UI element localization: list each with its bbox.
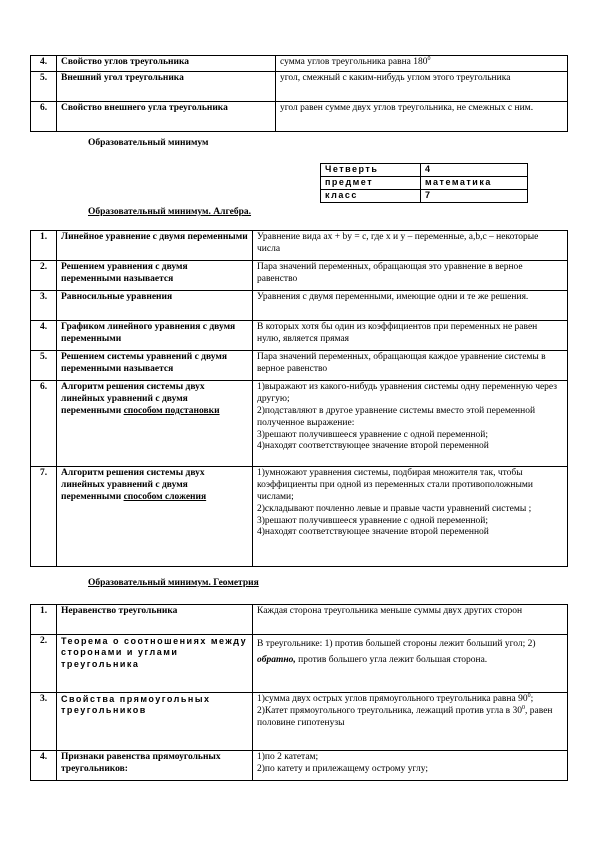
algebra-table [30,230,568,567]
criterion-item: 2)по катету и прилежащему острому углу; [257,763,428,774]
term-cell: Алгоритм решения системы двух линейных уравнений с двумя переменными способом сложения [57,467,253,567]
table-row [31,102,568,132]
info-value: 4 [421,164,528,177]
table-row [31,467,568,567]
term-cell: Признаки равенства прямоугольных треугольников: [57,751,253,781]
algorithm-step: 2)подставляют в другое уравнение системы вместо этой переменной полученное выражение: [257,405,536,428]
table-row [321,190,528,203]
info-table [320,163,528,203]
table-row [31,351,568,381]
definition-cell [253,467,568,567]
table-row [31,72,568,102]
definition-cell: Пара значений переменных, обращающая каждое уравнение системы в верное равенство [253,351,568,381]
term-cell: Решением системы уравнений с двумя переменными называется [57,351,253,381]
definition-cell: Каждая сторона треугольника меньше суммы двух других сторон [253,605,568,635]
definition-cell [253,381,568,467]
term-cell: Теорема о соотношениях между сторонами и углами треугольника [57,635,253,693]
term-cell: Свойства прямоугольных треугольников [57,693,253,751]
row-number: 5. [31,351,57,381]
row-number: 3. [31,291,57,321]
algorithm-step: 2)складывают почленно левые и правые части уравнений системы ; [257,503,532,514]
table-row [321,164,528,177]
row-number: 4. [31,56,57,72]
info-label: предмет [321,177,421,190]
table-row [31,56,568,72]
table-row [31,321,568,351]
definition-cell: сумма углов треугольника равна $180^0$ [276,56,568,72]
row-number: 2. [31,261,57,291]
info-value: математика [421,177,528,190]
section-heading-algebra: Образовательный минимум. Алгебра. [88,207,252,217]
definition-cell: Уравнения с двумя переменными, имеющие одни и те же решения. [253,291,568,321]
row-number: 3. [31,693,57,751]
definition-cell: Пара значений переменных, обращающая это уравнение в верное равенство [253,261,568,291]
section-heading-geometry: Образовательный минимум. Геометрия [88,578,259,588]
definition-cell: В которых хотя бы один из коэффициентов при переменных не равен нулю, является прямая [253,321,568,351]
algorithm-step: 1)умножают уравнения системы, подбирая множителя так, чтобы коэффициенты при одной из переменных стали противоположными числами; [257,468,533,502]
term-cell: Свойство углов треугольника [57,56,276,72]
term-cell: Графиком линейного уравнения с двумя переменными [57,321,253,351]
row-number: 5. [31,72,57,102]
section-heading-minimum: Образовательный минимум [88,138,209,148]
table-row [31,751,568,781]
algorithm-step: 3)решают получившееся уравнение с одной переменной; [257,515,488,526]
table-row [31,261,568,291]
row-number: 1. [31,605,57,635]
table-row [31,381,568,467]
info-value: 7 [421,190,528,203]
table-row [31,635,568,693]
term-cell: Равносильные уравнения [57,291,253,321]
top-table [30,55,568,132]
table-row [31,291,568,321]
algorithm-step: 1)выражают из какого-нибудь уравнения системы одну переменную через другую; [257,382,558,404]
definition-cell: В треугольнике: 1) против большей стороны лежит больший угол; 2) обратно, против большего угла лежит большая сторона. [253,635,568,693]
geometry-table [30,604,568,781]
row-number: 2. [31,635,57,693]
definition-cell: Уравнение вида ax + by = c, где x и y – переменные, a,b,c – некоторые числа [253,231,568,261]
definition-cell [253,751,568,781]
term-cell: Неравенство треугольника [57,605,253,635]
definition-cell: угол, смежный с каким-нибудь углом этого треугольника [276,72,568,102]
row-number: 6. [31,381,57,467]
algorithm-step: 4)находят соответствующее значение второй переменной [257,527,489,538]
row-number: 1. [31,231,57,261]
algorithm-step: 3)решают получившееся уравнение с одной переменной; [257,429,488,440]
row-number: 4. [31,321,57,351]
table-row [31,231,568,261]
table-row [321,177,528,190]
row-number: 7. [31,467,57,567]
definition-cell: угол равен сумме двух углов треугольника, не смежных с ним. [276,102,568,132]
term-cell: Решением уравнения с двумя переменными называется [57,261,253,291]
info-label: класс [321,190,421,203]
algorithm-step: 4)находят соответствующее значение второй переменной [257,441,489,452]
definition-cell: 1)сумма двух острых углов прямоугольного треугольника равна $90^0$; 2)Катет прямоугольного треугольника, лежащий против угла в $30^0$, равен половине гипотенузы [253,693,568,751]
info-label: Четверть [321,164,421,177]
table-row [31,693,568,751]
term-cell: Алгоритм решения системы двух линейных уравнений с двумя переменными способом подстановки [57,381,253,467]
table-row [31,605,568,635]
term-cell: Линейное уравнение с двумя переменными [57,231,253,261]
term-cell: Свойство внешнего угла треугольника [57,102,276,132]
row-number: 6. [31,102,57,132]
term-cell: Внешний угол треугольника [57,72,276,102]
row-number: 4. [31,751,57,781]
criterion-item: 1)по 2 катетам; [257,752,319,762]
